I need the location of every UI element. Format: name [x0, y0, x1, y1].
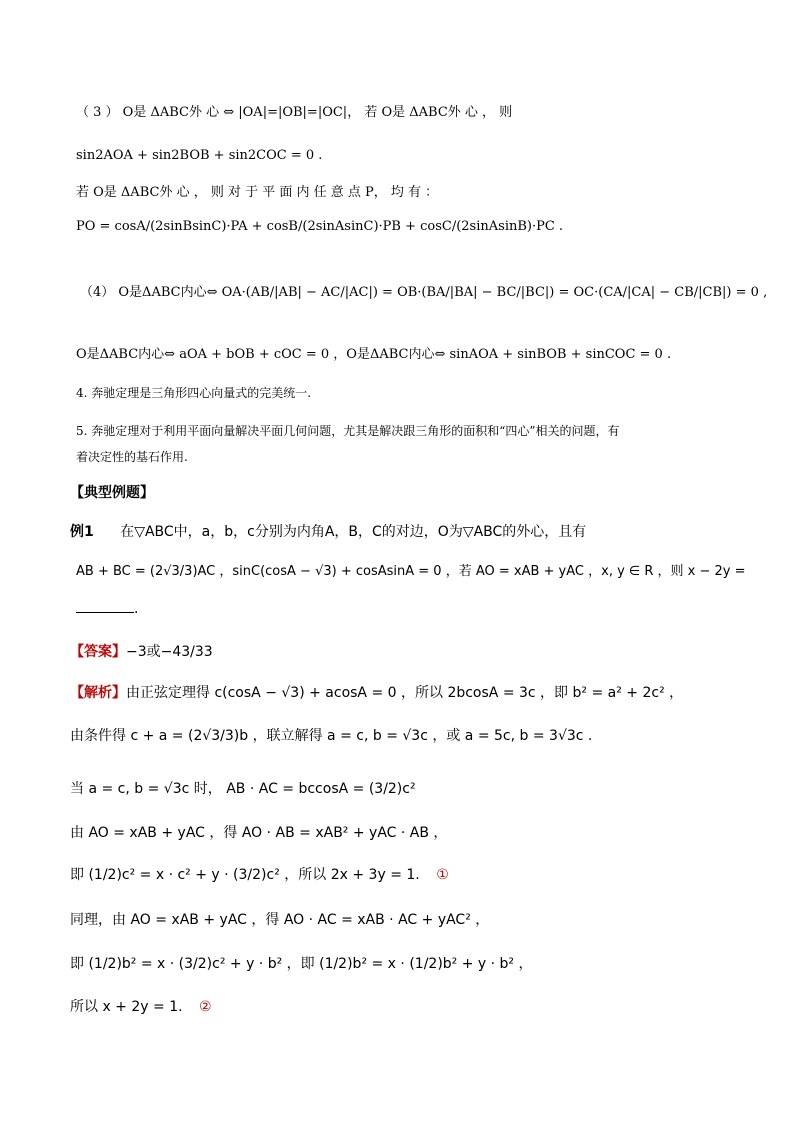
- text-line-9: 着决定性的基石作用.: [76, 450, 188, 464]
- solution-line-5: [70, 864, 449, 884]
- section-title: 【典型例题】: [70, 485, 154, 501]
- text-line-8: 5. 奔驰定理对于利用平面向量解决平面几何问题，尤其是解决跟三角形的面积和“四心”相关的问题，有: [76, 424, 620, 438]
- answer-line: [70, 641, 213, 661]
- text-line-7: 4. 奔驰定理是三角形四心向量式的完美统一.: [76, 386, 312, 400]
- text-line-1: （ 3 ） O是 ΔABC外 心 ⇔ |OA|=|OB|=|OC|， 若 O是 ΔABC外 心 ， 则: [76, 105, 513, 120]
- solution-line-2: 由条件得 c + a = (2√3/3)b ，联立解得 a = c, b = √3c ，或 a = 5c, b = 3√3c .: [70, 728, 593, 744]
- solution-tag: 【解析】: [70, 685, 126, 701]
- example-line-1: [70, 521, 586, 541]
- solution-line-4: 由 AO = xAB + yAC ，得 AO · AB = xAB² + yAC · AB ，: [70, 825, 448, 841]
- example-period: .: [134, 601, 139, 617]
- text-line-6: O是ΔABC内心⇔ aOA + bOB + cOC = 0 ，O是ΔABC内心⇔ sinAOA + sinBOB + sinCOC = 0 .: [76, 347, 672, 362]
- solution-text-8: 所以 x + 2y = 1.: [70, 999, 183, 1015]
- solution-line-6: 同理，由 AO = xAB + yAC ，得 AO · AC = xAB · AC + yAC² ，: [70, 912, 490, 928]
- circled-mark-1: ①: [436, 867, 449, 883]
- text-line-4: PO = cosA/(2sinBsinC)·PA + cosB/(2sinAsinC)·PB + cosC/(2sinAsinB)·PC .: [76, 219, 564, 234]
- example-label: 例1: [70, 524, 94, 540]
- example-line-2: AB + BC = (2√3/3)AC ，sinC(cosA − √3) + cosAsinA = 0 ，若 AO = xAB + yAC ，x, y ∈ R ，则 x − 2y =: [76, 564, 746, 579]
- solution-text-1: 由正弦定理得 c(cosA − √3) + acosA = 0 ，所以 2bcosA = 3c ，即 b² = a² + 2c² ，: [126, 685, 684, 701]
- text-line-3: 若 O是 ΔABC外 心 ， 则 对 于 平 面 内 任 意 点 P， 均 有 ：: [76, 185, 439, 200]
- solution-line-8: [70, 996, 212, 1016]
- text-line-2: sin2AOA + sin2BOB + sin2COC = 0 .: [76, 148, 323, 163]
- answer-text: −3或−43/33: [126, 644, 213, 660]
- solution-line-1: [70, 682, 683, 702]
- solution-line-3: 当 a = c, b = √3c 时， AB · AC = bccosA = (3/2)c²: [70, 781, 416, 797]
- solution-line-7: 即 (1/2)b² = x · (3/2)c² + y · b² ，即 (1/2)b² = x · (1/2)b² + y · b² ，: [70, 956, 533, 972]
- example-line-3: [76, 600, 138, 617]
- text-line-5: （4） O是ΔABC内心⇔ OA·(AB/|AB| − AC/|AC|) = OB·(BA/|BA| − BC/|BC|) = OC·(CA/|CA| − CB/|CB|) = 0 ,: [80, 285, 768, 300]
- solution-text-5: 即 (1/2)c² = x · c² + y · (3/2)c² ，所以 2x + 3y = 1.: [70, 867, 420, 883]
- answer-tag: 【答案】: [70, 644, 126, 660]
- circled-mark-2: ②: [199, 999, 212, 1015]
- example-text-1: 在▽ABC中，a，b，c分别为内角A，B，C的对边，O为▽ABC的外心，且有: [120, 524, 587, 540]
- answer-blank: [76, 600, 134, 613]
